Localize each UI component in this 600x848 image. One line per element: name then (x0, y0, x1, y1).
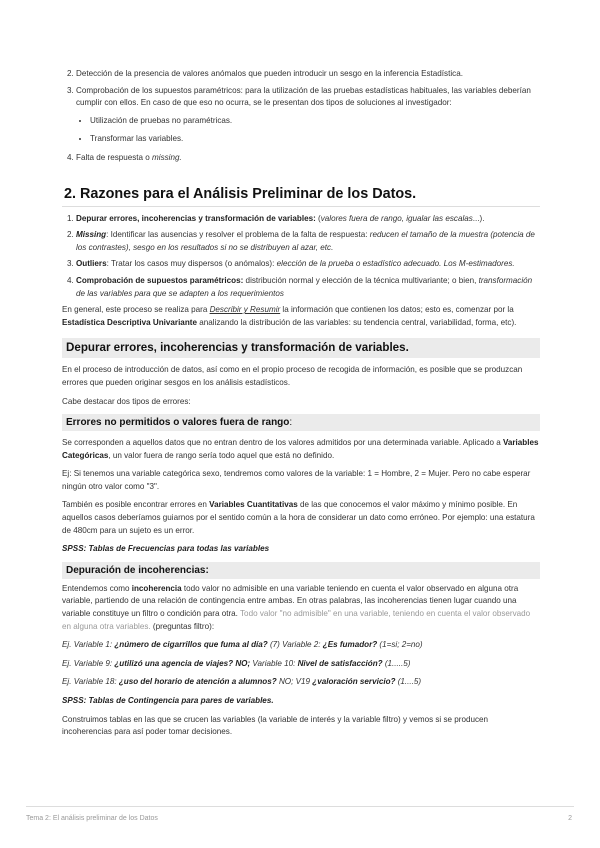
list-item-text: Comprobación de los supuestos paramétricos: para la utilización de las pruebas estadísticas habituales, las variables deberían cumplir con ellos. En caso de que eso no ocurra, se le presentan dos tipos de soluciones al investigador: (76, 85, 531, 108)
spss-note: SPSS: Tablas de Frecuencias para todas las variables (62, 544, 270, 554)
list-item (76, 85, 540, 146)
document-body (62, 68, 540, 739)
solutions-bullet-list (76, 115, 540, 146)
item-text: : Tratar los casos muy dispersos (o anómalos): (106, 259, 277, 269)
bold-term: Variables Categóricas (62, 438, 539, 460)
list-item (76, 275, 540, 300)
underlined-term: Describir y Resumir (209, 305, 281, 315)
list-item-emphasis: missing. (152, 152, 182, 162)
paragraph: En el proceso de introducción de datos, así como en el propio proceso de recogida de información, es posible que se produzcan errores que pueden originar sesgos en los análisis estadísticos. (62, 365, 523, 387)
item-text: ( (315, 213, 321, 223)
item-emphasis: transformación de las variables para que se adapten a los requerimientos (76, 275, 533, 298)
paragraph: Construimos tablas en las que se crucen las variables (la variable de interés y la variable filtro) y vemos si se producen incoherencias para así poder tomar decisiones. (62, 714, 489, 737)
subsection-heading-errores: Errores no permitidos o valores fuera de rango: (62, 414, 540, 431)
item-bold: Missing (76, 230, 107, 240)
paragraph: También es posible encontrar errores en Variables Cuantitativas de las que conocemos el valor máximo y mínimo posible. En aquellos casos deberíamos guiarnos por el sentido común a la hora de considerar un dato como erróneo. Por ejemplo: una estatura de 480cm para un sujeto es un error. (62, 500, 535, 535)
footer-title: Tema 2: El análisis preliminar de los Datos (26, 815, 158, 822)
page-number: 2 (568, 815, 572, 822)
spss-note: SPSS: Tablas de Contingencia para pares de variables. (62, 696, 274, 705)
list-item (76, 213, 540, 226)
list-item (76, 152, 540, 165)
bullet-item (90, 115, 540, 128)
item-emphasis: elección de la prueba o estadístico adecuado. Los M-estimadores. (276, 259, 515, 269)
paragraph: Cabe destacar dos tipos de errores: (62, 396, 191, 406)
subsection-heading-depurar: Depurar errores, incoherencias y transformación de variables. (62, 338, 540, 358)
paragraph: Se corresponden a aquellos datos que no entran dentro de los valores admitidos por una determinada variable. Aplicado a Variables Categóricas, un valor fuera de rango sería todo aquel que está no definido. (62, 438, 539, 460)
item-bold: Outliers (76, 259, 107, 269)
bullet-text: Transformar las variables. (90, 134, 184, 144)
example-line: Ej. Variable 1: ¿número de cigarrillos que fuma al día? (7) Variable 2: ¿Es fumador? (1=si; 2=no) (62, 640, 423, 650)
item-bold: Comprobación de supuestos paramétricos: (76, 275, 244, 285)
bold-term: Variables Cuantitativas (209, 500, 298, 510)
list-item (76, 229, 540, 254)
bold-term: incoherencia (131, 583, 182, 593)
intro-numbered-list (62, 68, 540, 165)
section-heading: 2. Razones para el Análisis Preliminar de los Datos. (62, 179, 540, 207)
subsection-heading-incoherencias: Depuración de incoherencias: (62, 562, 540, 579)
example-line: Ej. Variable 18: ¿uso del horario de atención a alumnos? NO; V19 ¿valoración servicio? (1....5) (62, 677, 422, 687)
list-item (76, 258, 540, 271)
item-bold: Depurar errores, incoherencias y transformación de variables: (76, 213, 316, 223)
item-text: distribución normal y elección de la técnica multivariante; o bien, (243, 275, 479, 285)
item-text: : Identificar las ausencias y resolver el problema de la falta de respuesta: (106, 230, 370, 240)
list-item (76, 68, 540, 81)
summary-paragraph: En general, este proceso se realiza para Describir y Resumir la información que contienen los datos; esto es, comenzar por la Estadística Descriptiva Univariante analizando la distribución de las variables: su tendencia central, variabilidad, forma, etc). (62, 305, 517, 327)
item-emphasis: valores fuera de rango, igualar las escalas (320, 213, 473, 223)
paragraph: Entendemos como incoherencia todo valor no admisible en una variable teniendo en cuenta el valor observado en alguna otra variable, partiendo de una relación de contingencia entre ambas. En otras palabras, las incoherencias tienen lugar cuando una variable constituye un filtro o condición para otra. Todo valor "no admisible" en una variable, teniendo en cuenta el valor observado en alguna otra variables. (preguntas filtro): (62, 583, 531, 631)
reasons-numbered-list (62, 213, 540, 301)
grey-text: Todo valor "no admisible" en una variable, teniendo en cuenta el valor observado en alguna otra variables. (62, 609, 531, 631)
list-item-text: Detección de la presencia de valores anómalos que pueden introducir un sesgo en la inferencia Estadística. (76, 69, 463, 78)
page-footer (26, 806, 574, 822)
example-paragraph: Ej: Si tenemos una variable categórica sexo, tendremos como valores de la variable: 1 = Hombre, 2 = Mujer. Pero no cabe esperar ningún otro valor como "3". (62, 469, 531, 491)
list-item-text: Falta de respuesta o (76, 152, 153, 162)
bullet-text: Utilización de pruebas no paramétricas. (90, 115, 233, 125)
example-line: Ej. Variable 9: ¿utilizó una agencia de viajes? NO; Variable 10: Nivel de satisfacción? (1.....5) (62, 658, 411, 668)
bullet-item (90, 133, 540, 146)
bold-term: Estadística Descriptiva Univariante (62, 317, 197, 327)
item-emphasis: reducen el tamaño de la muestra (potencia de los contrastes), sesgo en los resultados si no se distribuyen al azar, etc. (76, 230, 535, 252)
item-text: ...). (472, 213, 485, 223)
